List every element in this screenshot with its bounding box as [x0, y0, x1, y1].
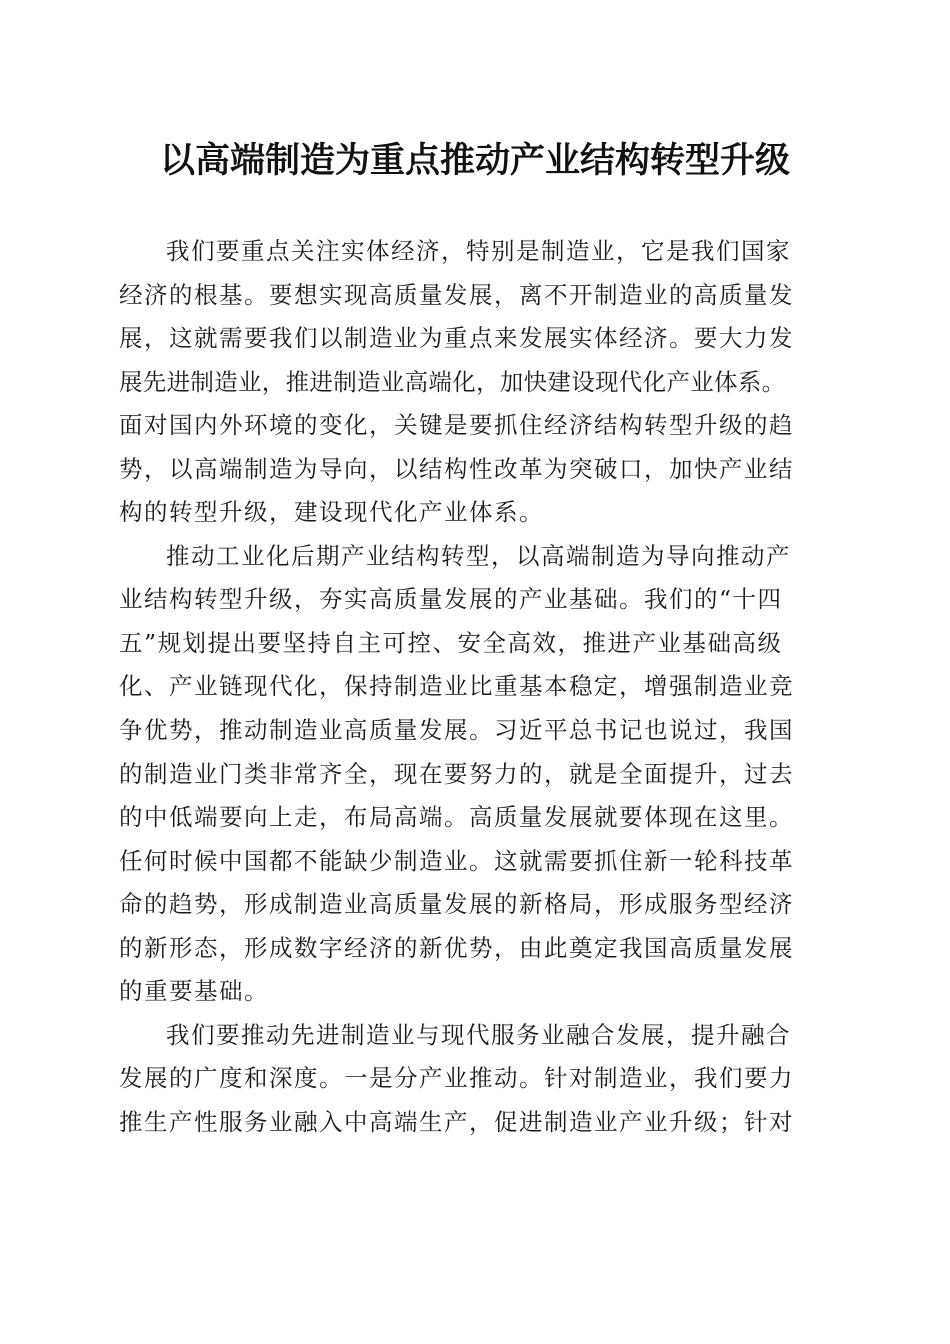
- paragraph-line: 构的转型升级，建设现代化产业体系。: [119, 498, 544, 527]
- document-title: 以高端制造为重点推动产业结构转型升级: [159, 140, 790, 181]
- document-body: [119, 230, 825, 1144]
- paragraph-line: 业结构转型升级，夯实高质量发展的产业基础。我们的“十四: [119, 585, 783, 614]
- paragraph-line: 推动工业化后期产业结构转型，以高端制造为导向推动产: [166, 541, 791, 570]
- paragraph-line: 我们要重点关注实体经济，特别是制造业，它是我们国家: [166, 237, 791, 265]
- paragraph-line: 展先进制造业，推进制造业高端化，加快建设现代化产业体系。: [119, 367, 786, 396]
- paragraph-line: 化、产业链现代化，保持制造业比重基本稳定，增强制造业竞: [119, 672, 794, 701]
- paragraph-line: 我们要推动先进制造业与现代服务业融合发展，提升融合: [166, 1020, 791, 1049]
- paragraph-3: [119, 1014, 825, 1145]
- paragraph-line: 发展的广度和深度。一是分产业推动。针对制造业，我们要力: [119, 1064, 794, 1093]
- paragraph-line: 争优势，推动制造业高质量发展。习近平总书记也说过，我国: [119, 716, 794, 745]
- paragraph-line: 面对国内外环境的变化，关键是要抓住经济结构转型升级的趋: [119, 411, 794, 440]
- paragraph-line: 的重要基础。: [119, 977, 269, 1006]
- paragraph-line: 的新形态，形成数字经济的新优势，由此奠定我国高质量发展: [119, 933, 794, 962]
- paragraph-line: 的中低端要向上走，布局高端。高质量发展就要体现在这里。: [119, 803, 794, 832]
- paragraph-line: 推生产性服务业融入中高端生产，促进制造业产业升级；针对: [119, 1107, 794, 1136]
- paragraph-line: 的制造业门类非常齐全，现在要努力的，就是全面提升，过去: [119, 759, 794, 788]
- paragraph-line: 经济的根基。要想实现高质量发展，离不开制造业的高质量发: [119, 280, 794, 309]
- paragraph-1: [119, 230, 825, 535]
- paragraph-line: 命的趋势，形成制造业高质量发展的新格局，形成服务型经济: [119, 890, 794, 919]
- paragraph-line: 展，这就需要我们以制造业为重点来发展实体经济。要大力发: [119, 324, 794, 353]
- paragraph-line: 势，以高端制造为导向，以结构性改革为突破口，加快产业结: [119, 454, 794, 483]
- paragraph-line: 任何时候中国都不能缺少制造业。这就需要抓住新一轮科技革: [119, 846, 794, 875]
- paragraph-2: [119, 535, 825, 1014]
- paragraph-line: 五”规划提出要坚持自主可控、安全高效，推进产业基础高级: [119, 628, 783, 657]
